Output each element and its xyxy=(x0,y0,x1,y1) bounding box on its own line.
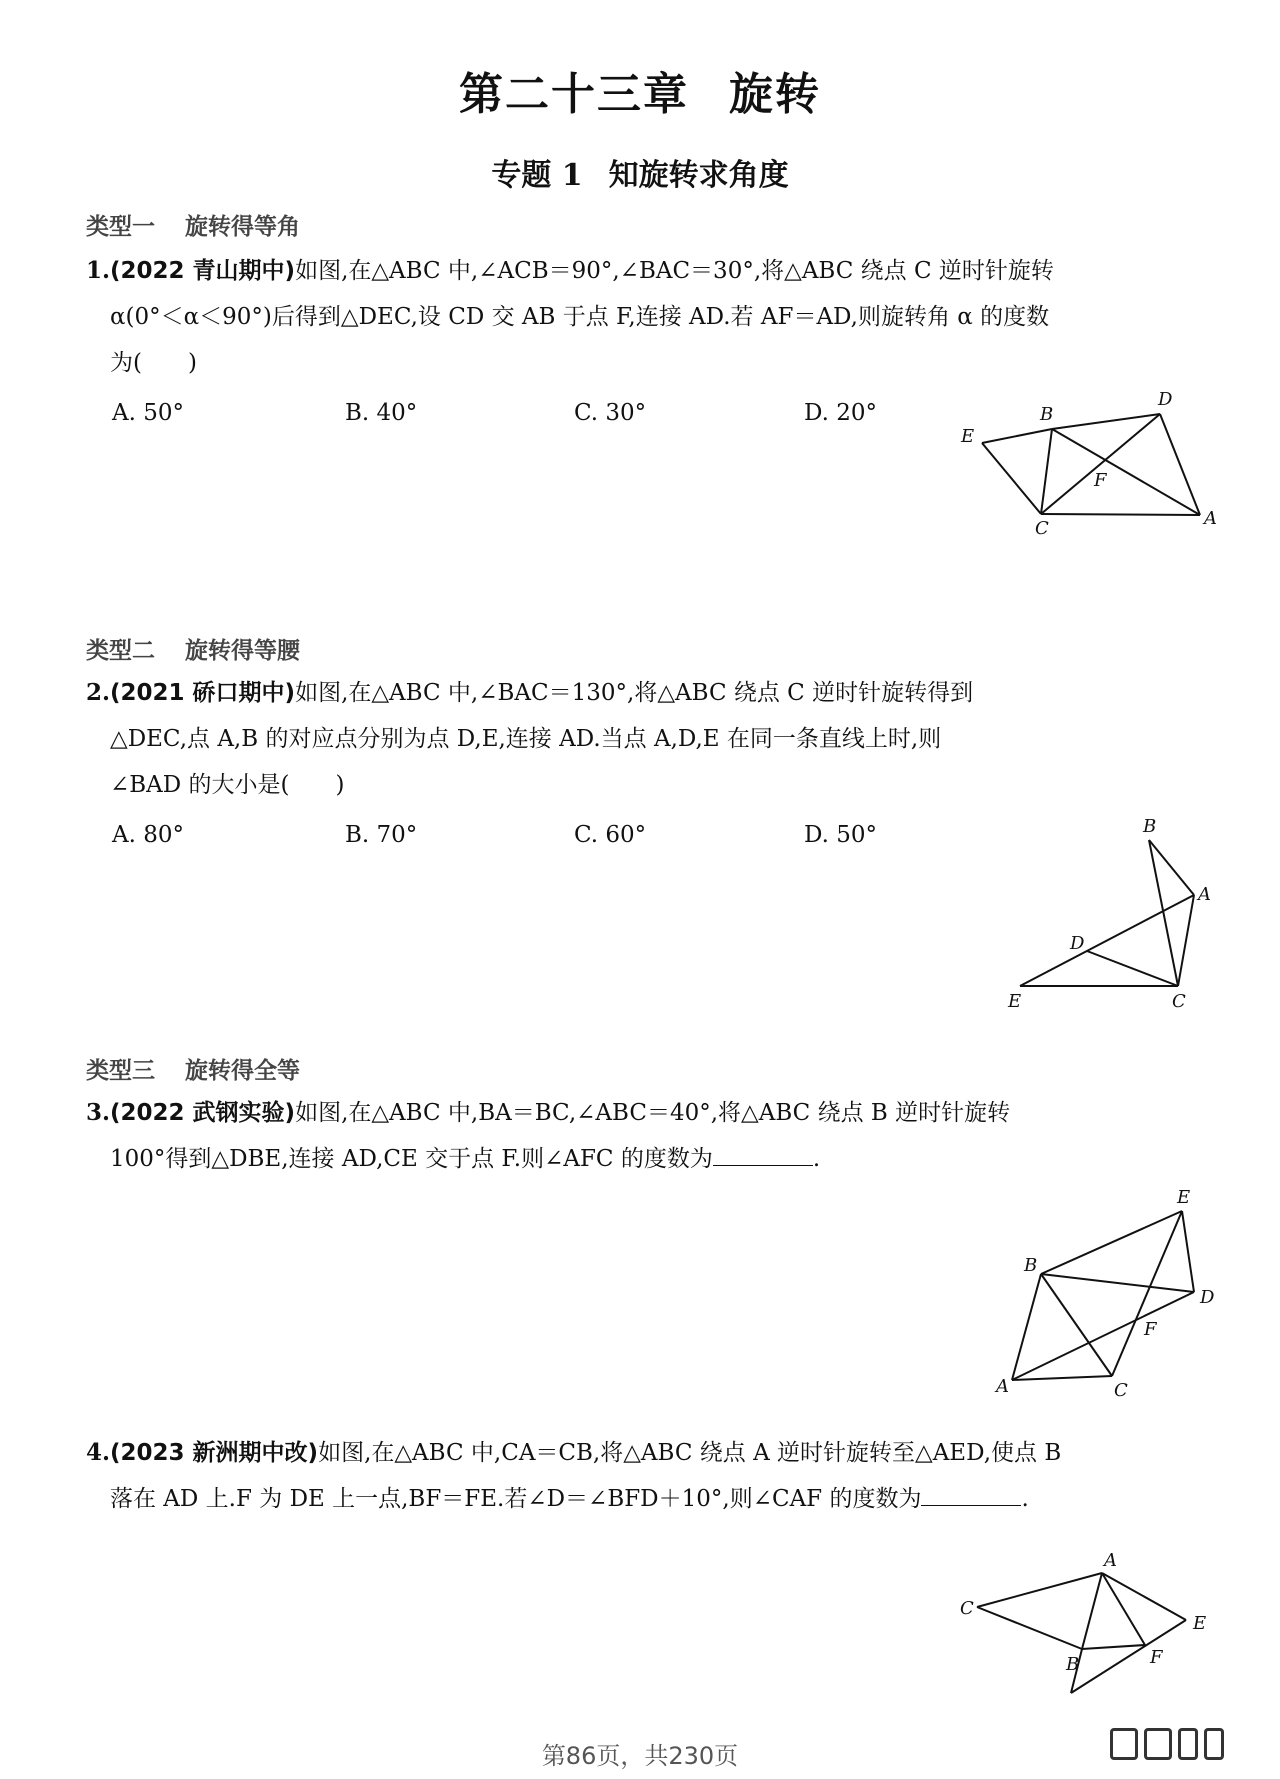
watermark-block-icon xyxy=(1178,1728,1198,1760)
seg-EB xyxy=(982,429,1052,443)
label-B: B xyxy=(1143,816,1157,837)
answer-blank[interactable] xyxy=(713,1141,813,1166)
option-b[interactable]: B. 70° xyxy=(345,822,418,848)
chapter-title xyxy=(0,58,1280,122)
watermark-logo xyxy=(1110,1728,1224,1760)
question-3: 3.(2022 武钢实验)如图,在△ABC 中,BA＝BC,∠ABC＝40°,将△ABC 绕点 B 逆时针旋转 100°得到△DBE,连接 AD,CE 交于点 F.则∠AFC 的度数为 . xyxy=(86,1099,1011,1172)
type-heading-3: 类型三 旋转得全等 xyxy=(86,1058,300,1084)
label-E: E xyxy=(1177,1187,1191,1208)
label-C: C xyxy=(1172,991,1186,1012)
label-B: B xyxy=(1066,1654,1080,1675)
type-heading-1: 类型一 旋转得等角 xyxy=(86,214,300,240)
seg-BF xyxy=(1082,1645,1145,1649)
label-D: D xyxy=(1070,933,1085,954)
label-F: F xyxy=(1150,1647,1163,1668)
seg-AC xyxy=(1041,514,1200,515)
label-A: A xyxy=(1104,1550,1117,1571)
seg-AD xyxy=(1012,1292,1194,1380)
seg-CE xyxy=(982,443,1041,514)
label-C: C xyxy=(1035,518,1049,539)
label-A: A xyxy=(1204,508,1217,529)
page-footer: 第86页，共230页 xyxy=(541,1742,739,1770)
label-B: B xyxy=(1024,1255,1038,1276)
label-F: F xyxy=(1094,470,1107,491)
seg-BD xyxy=(1041,1274,1194,1292)
option-a[interactable]: A. 50° xyxy=(112,400,184,426)
label-C: C xyxy=(960,1598,974,1619)
figure-q2 xyxy=(1000,815,1220,1019)
label-C: C xyxy=(1114,1380,1128,1401)
chapter-name: 旋转 xyxy=(729,69,821,120)
figure-q3 xyxy=(996,1187,1230,1414)
option-b[interactable]: B. 40° xyxy=(345,400,418,426)
question-source: (2022 青山期中) xyxy=(110,258,296,284)
figure-q4 xyxy=(960,1545,1220,1729)
type-heading-2: 类型二 旋转得等腰 xyxy=(86,638,300,664)
watermark-block-icon xyxy=(1144,1728,1172,1760)
seg-BA xyxy=(1149,840,1194,895)
question-4: 4.(2023 新洲期中改)如图,在△ABC 中,CA＝CB,将△ABC 绕点 A 逆时针旋转至△AED,使点 B 落在 AD 上.F 为 DE 上一点,BF＝FE.若∠D＝∠BFD＋10°,则∠CAF 的度数为 . xyxy=(86,1439,1062,1512)
seg-BC xyxy=(1149,840,1178,986)
question-number: 1. xyxy=(86,257,111,284)
question-number: 4. xyxy=(86,1439,111,1466)
question-source: (2021 硚口期中) xyxy=(110,680,296,706)
option-a[interactable]: A. 80° xyxy=(112,822,184,848)
seg-CB xyxy=(1041,429,1052,514)
label-E: E xyxy=(961,426,975,447)
chapter-number: 第二十三章 xyxy=(459,69,689,120)
question-source: (2023 新洲期中改) xyxy=(110,1440,319,1466)
label-E: E xyxy=(1008,991,1022,1012)
label-D: D xyxy=(1158,389,1173,410)
label-B: B xyxy=(1040,404,1054,425)
label-D: D xyxy=(1200,1287,1215,1308)
label-A: A xyxy=(1198,884,1211,905)
seg-CE xyxy=(1112,1211,1182,1376)
option-c[interactable]: C. 30° xyxy=(574,400,647,426)
topic-name: 知旋转求角度 xyxy=(608,158,789,193)
option-d[interactable]: D. 20° xyxy=(804,400,878,426)
option-d[interactable]: D. 50° xyxy=(804,822,878,848)
seg-AE xyxy=(1102,1573,1186,1620)
seg-CB xyxy=(977,1607,1082,1649)
seg-CA xyxy=(977,1573,1102,1607)
question-2: 2.(2021 硚口期中)如图,在△ABC 中,∠BAC＝130°,将△ABC 绕点 C 逆时针旋转得到 △DEC,点 A,B 的对应点分别为点 D,E,连接 AD.当点 A,D,E 在同一条直线上时,则 ∠BAD 的大小是( ) xyxy=(86,679,974,798)
seg-BA xyxy=(1012,1274,1041,1380)
watermark-block-icon xyxy=(1110,1728,1138,1760)
seg-ED xyxy=(1071,1620,1186,1693)
watermark-block-icon xyxy=(1204,1728,1224,1760)
seg-AF xyxy=(1102,1573,1145,1645)
option-c[interactable]: C. 60° xyxy=(574,822,647,848)
topic-number: 专题 1 xyxy=(491,158,583,193)
seg-AB xyxy=(1082,1573,1102,1649)
question-number: 3. xyxy=(86,1099,111,1126)
seg-AE xyxy=(1020,895,1194,986)
seg-ED xyxy=(1182,1211,1194,1292)
label-F: F xyxy=(1144,1319,1157,1340)
label-A: A xyxy=(996,1376,1009,1397)
question-1: 1.(2022 青山期中)如图,在△ABC 中,∠ACB＝90°,∠BAC＝30°,将△ABC 绕点 C 逆时针旋转 α(0°＜α＜90°)后得到△DEC,设 CD 交 AB 于点 F,连接 AD.若 AF＝AD,则旋转角 α 的度数 为( ) xyxy=(86,257,1054,376)
figure-q1 xyxy=(960,390,1220,544)
question-source: (2022 武钢实验) xyxy=(110,1100,296,1126)
seg-BE xyxy=(1041,1211,1182,1274)
seg-AC xyxy=(1178,895,1194,986)
label-E: E xyxy=(1193,1613,1207,1634)
answer-blank[interactable] xyxy=(921,1481,1021,1506)
question-number: 2. xyxy=(86,679,111,706)
seg-AC xyxy=(1012,1376,1112,1380)
seg-DA xyxy=(1160,414,1200,515)
seg-DC xyxy=(1087,951,1178,986)
topic-title xyxy=(0,150,1280,194)
